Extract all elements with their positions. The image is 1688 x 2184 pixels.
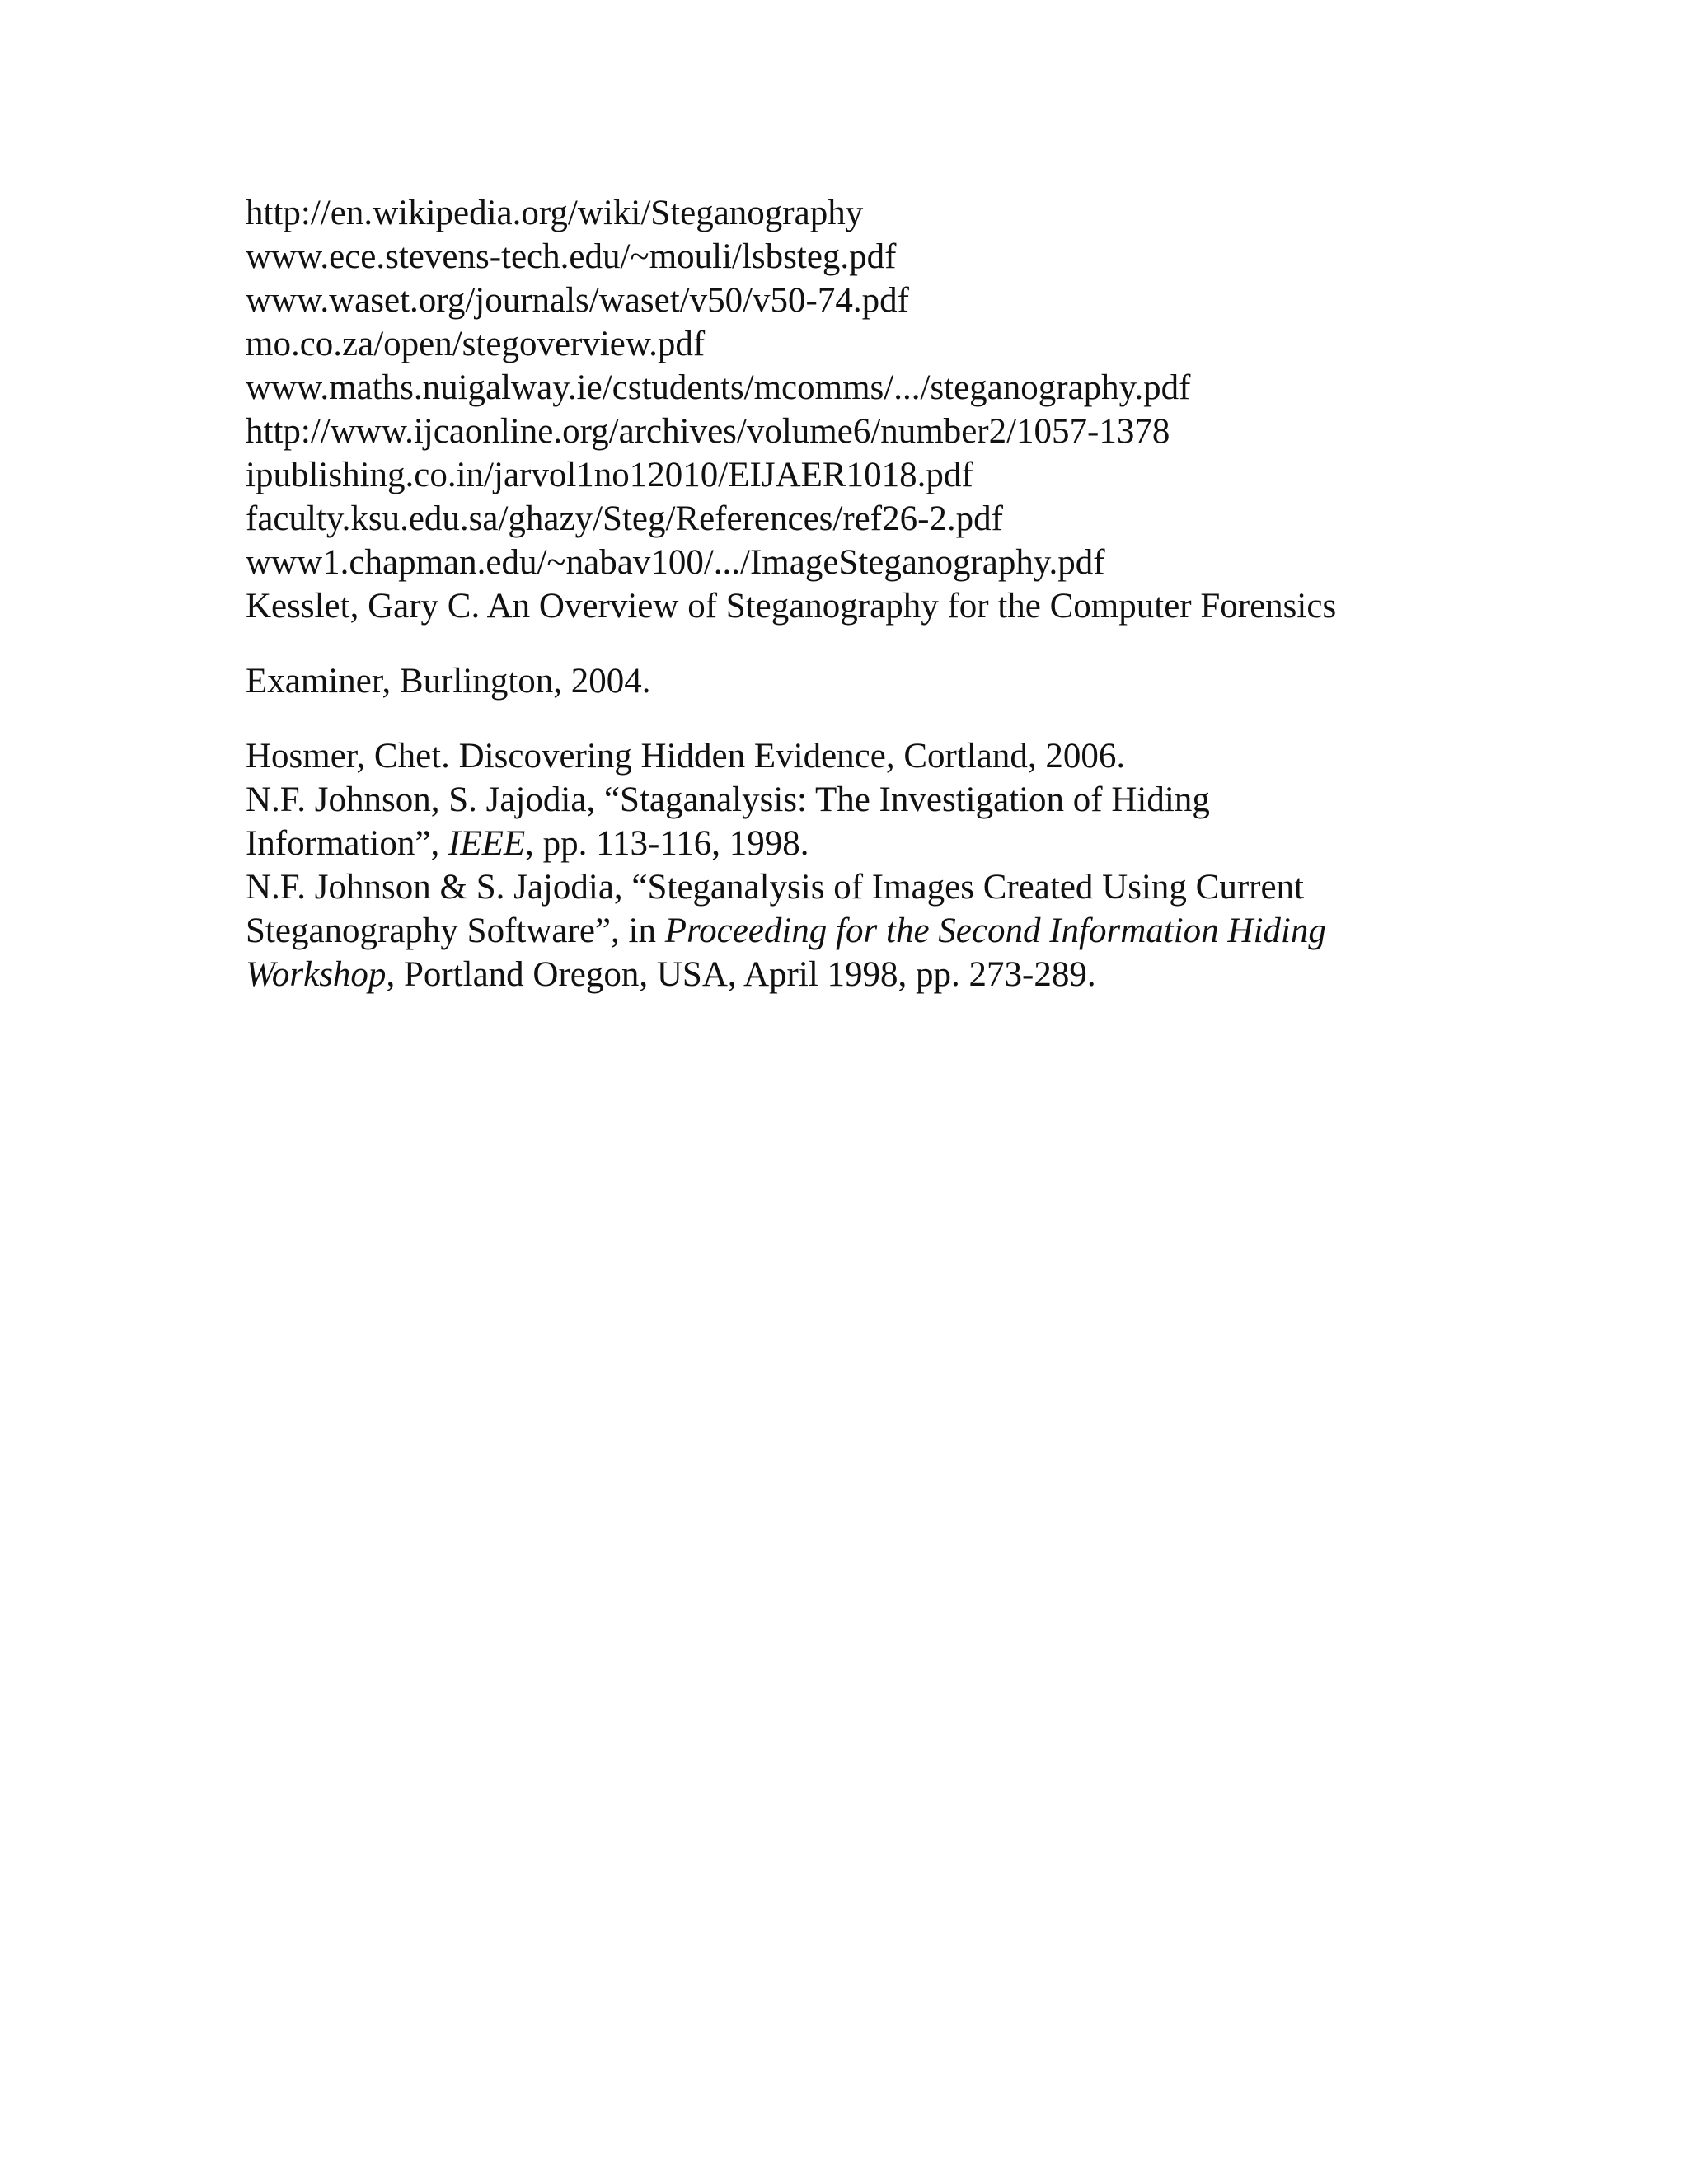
reference-johnson-2-proceeding: Proceeding for the Second Information Hiding xyxy=(664,912,1326,950)
reference-url-3: www.waset.org/journals/waset/v50/v50-74.pdf xyxy=(246,281,909,320)
reference-url-6: http://www.ijcaonline.org/archives/volume6/number2/1057-1378 xyxy=(246,412,1170,451)
reference-hosmer: Hosmer, Chet. Discovering Hidden Evidence, Cortland, 2006. xyxy=(246,737,1126,776)
reference-url-1: http://en.wikipedia.org/wiki/Steganography xyxy=(246,194,864,232)
reference-johnson-2-line-3 xyxy=(246,953,1482,996)
reference-johnson-2-line-2 xyxy=(246,909,1482,953)
reference-johnson-1-pages: , pp. 113-116, 1998. xyxy=(525,824,809,863)
reference-url-5: www.maths.nuigalway.ie/cstudents/mcomms/.../steganography.pdf xyxy=(246,368,1191,407)
reference-johnson-1-line-1: N.F. Johnson, S. Jajodia, “Staganalysis: The Investigation of Hiding xyxy=(246,780,1210,819)
reference-list xyxy=(246,191,1482,996)
reference-johnson-1-line-2 xyxy=(246,822,1482,865)
reference-url-2: www.ece.stevens-tech.edu/~mouli/lsbsteg.pdf xyxy=(246,237,897,276)
reference-johnson-2-workshop: Workshop xyxy=(246,955,387,994)
reference-johnson-1-text: Information”, xyxy=(246,824,448,863)
reference-kesslet-line-1: Kesslet, Gary C. An Overview of Steganography for the Computer Forensics xyxy=(246,587,1337,626)
reference-kesslet-line-2: Examiner, Burlington, 2004. xyxy=(246,662,651,701)
reference-johnson-2-location: , Portland Oregon, USA, April 1998, pp. 273-289. xyxy=(386,955,1096,994)
reference-johnson-1-journal: IEEE xyxy=(448,824,526,863)
reference-url-4: mo.co.za/open/stegoverview.pdf xyxy=(246,325,706,363)
reference-url-7: ipublishing.co.in/jarvol1no12010/EIJAER1018.pdf xyxy=(246,456,973,494)
reference-johnson-2-line-1: N.F. Johnson & S. Jajodia, “Steganalysis of Images Created Using Current xyxy=(246,868,1304,907)
reference-url-8: faculty.ksu.edu.sa/ghazy/Steg/References/ref26-2.pdf xyxy=(246,499,1003,538)
reference-url-9: www1.chapman.edu/~nabav100/.../ImageSteganography.pdf xyxy=(246,543,1105,582)
reference-johnson-2-text: Steganography Software”, in xyxy=(246,912,665,950)
